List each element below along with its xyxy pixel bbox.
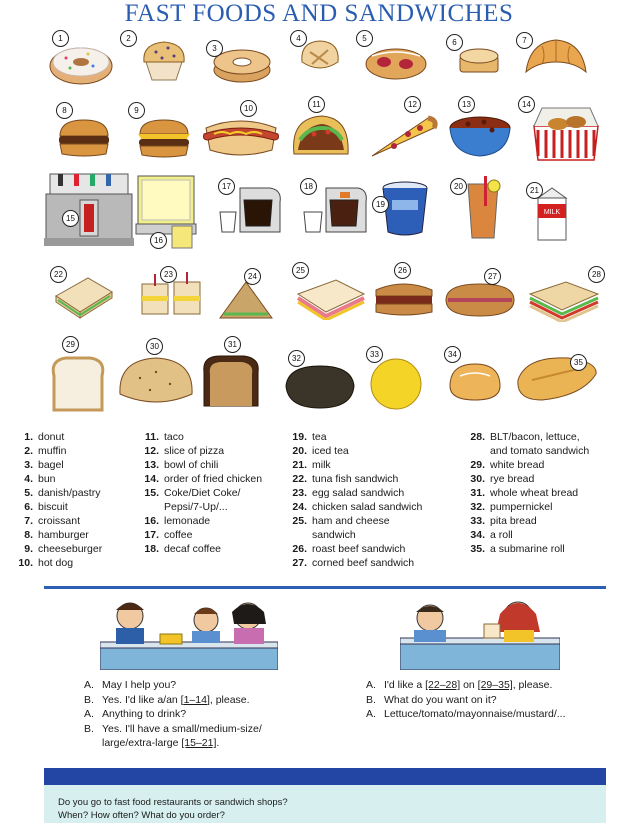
dialog-line <box>84 707 262 722</box>
item-word: egg salad sandwich <box>312 487 405 499</box>
picture-number-35: 35 <box>570 354 587 371</box>
item-number: 6. <box>24 501 33 513</box>
item-number: 35. <box>470 543 485 555</box>
vocab-item <box>282 472 422 486</box>
item-number: 22. <box>292 473 307 485</box>
vocab-item <box>282 500 422 514</box>
question-line-1: Do you go to fast food restaurants or sandwich shops? <box>58 797 288 808</box>
speaker-label: A. <box>84 708 94 720</box>
dialog-text <box>102 736 219 751</box>
picture-number-13: 13 <box>458 96 475 113</box>
picture-number-23: 23 <box>160 266 177 283</box>
item-word: a roll <box>490 529 513 541</box>
dialog-left <box>84 678 262 751</box>
vocab-item <box>460 528 589 542</box>
picture-number-3: 3 <box>206 40 223 57</box>
item-word: biscuit <box>38 501 68 513</box>
picture-number-4: 4 <box>290 30 307 47</box>
item-word: milk <box>312 459 331 471</box>
item-word: hamburger <box>38 529 89 541</box>
item-word: decaf coffee <box>164 543 222 555</box>
item-word: corned beef sandwich <box>312 557 415 569</box>
section-divider <box>44 586 606 589</box>
dialog-text: Lettuce/tomato/mayonnaise/mustard/... <box>384 708 566 720</box>
vocab-item <box>8 486 102 500</box>
picture-number-12: 12 <box>404 96 421 113</box>
item-number <box>460 444 485 458</box>
item-word: danish/pastry <box>38 487 101 499</box>
item-word: and tomato sandwich <box>490 445 590 457</box>
muffin-picture <box>138 38 190 82</box>
ham-and-cheese-sandwich-picture <box>294 276 368 320</box>
item-word: BLT/bacon, lettuce, <box>490 431 580 443</box>
vocab-item <box>282 514 422 528</box>
pita-bread-picture <box>368 356 424 412</box>
vocab-item <box>8 472 102 486</box>
dialog-line <box>84 693 262 708</box>
item-number: 12. <box>144 445 159 457</box>
dialog-text: Yes. I'll have a small/medium-size/ <box>102 722 262 735</box>
vocab-item <box>8 528 102 542</box>
item-word: whole wheat bread <box>490 487 579 499</box>
picture-number-33: 33 <box>366 346 383 363</box>
dialog-line <box>84 736 262 751</box>
item-word: roast beef sandwich <box>312 543 406 555</box>
item-word: bowl of chili <box>164 459 219 471</box>
item-number: 13. <box>144 459 159 471</box>
picture-number-29: 29 <box>62 336 79 353</box>
picture-number-15: 15 <box>62 210 79 227</box>
item-reference: [1–14] <box>180 693 210 706</box>
vocab-item <box>460 472 589 486</box>
hamburger-picture <box>56 118 112 160</box>
dialog-text: What do you want on it? <box>384 693 497 706</box>
vocab-item <box>282 528 422 542</box>
dialog-text <box>384 678 552 693</box>
speaker-label: B. <box>366 693 376 706</box>
iced-tea-picture <box>464 176 502 242</box>
dialog-text: large/extra-large <box>102 737 182 749</box>
vocab-item <box>8 430 102 444</box>
item-number: 33. <box>470 515 485 527</box>
item-number: 24. <box>292 501 307 513</box>
blt-sandwich-picture <box>526 278 602 322</box>
vocab-item <box>460 500 589 514</box>
vocab-item <box>134 444 262 458</box>
vocab-column-3 <box>282 430 422 570</box>
bowl-of-chili-picture <box>448 112 512 160</box>
vocab-item <box>134 486 262 500</box>
chicken-salad-sandwich-picture <box>216 278 276 322</box>
vocab-item <box>282 486 422 500</box>
vocab-item <box>134 500 262 514</box>
picture-number-10: 10 <box>240 100 257 117</box>
item-number: 21. <box>292 459 307 471</box>
biscuit-picture <box>456 42 502 76</box>
deli-scene-illustration <box>400 598 560 670</box>
dialog-right <box>366 678 566 722</box>
picture-number-22: 22 <box>50 266 67 283</box>
item-word: ham and cheese <box>312 515 390 527</box>
vocab-item <box>8 458 102 472</box>
question-line-2: When? How often? What do you order? <box>58 810 225 821</box>
cheeseburger-picture <box>136 118 192 160</box>
vocab-item <box>134 458 262 472</box>
item-number: 5. <box>24 487 33 499</box>
item-word: bagel <box>38 459 64 471</box>
vocab-item <box>282 430 422 444</box>
picture-number-30: 30 <box>146 338 163 355</box>
vocab-item <box>282 542 422 556</box>
item-number: 10. <box>18 557 33 569</box>
item-number: 9. <box>24 543 33 555</box>
taco-picture <box>288 110 354 160</box>
item-word: tea <box>312 431 327 443</box>
item-word: cheeseburger <box>38 543 103 555</box>
item-reference: [29–35] <box>477 679 513 691</box>
item-number: 16. <box>144 515 159 527</box>
item-word: hot dog <box>38 557 74 569</box>
item-word: order of fried chicken <box>164 473 263 485</box>
speaker-label <box>84 736 102 751</box>
picture-number-28: 28 <box>588 266 605 283</box>
vocab-item <box>134 472 262 486</box>
submarine-roll-picture <box>512 354 602 404</box>
speaker-label: B. <box>84 722 94 735</box>
vocab-item <box>460 430 589 444</box>
dialog-text: on <box>460 679 478 691</box>
item-number <box>134 500 159 514</box>
vocab-item <box>134 514 262 528</box>
picture-number-7: 7 <box>516 32 533 49</box>
dialog-line <box>366 693 566 708</box>
vocab-item <box>460 542 589 556</box>
picture-number-16: 16 <box>150 232 167 249</box>
item-word: chicken salad sandwich <box>312 501 423 513</box>
speaker-label: B. <box>84 693 94 706</box>
vocab-item <box>460 444 589 458</box>
item-word: Pepsi/7-Up/... <box>164 501 228 513</box>
picture-number-24: 24 <box>244 268 261 285</box>
item-number: 28. <box>470 431 485 443</box>
item-number: 23. <box>292 487 307 499</box>
item-word: taco <box>164 431 184 443</box>
item-word: sandwich <box>312 529 356 541</box>
item-number: 18. <box>144 543 159 555</box>
dialog-text: I'd like a <box>384 679 426 691</box>
dialog-line <box>84 678 262 693</box>
picture-number-6: 6 <box>446 34 463 51</box>
vocab-item <box>282 444 422 458</box>
item-word: tuna fish sandwich <box>312 473 399 485</box>
speaker-label: A. <box>366 708 376 720</box>
pizza-slice-picture <box>368 110 438 160</box>
dialog-text: May I help you? <box>102 679 177 691</box>
milk-carton-label: MILK <box>543 209 561 216</box>
item-word: white bread <box>490 459 545 471</box>
item-number: 4. <box>24 473 33 485</box>
item-number: 34. <box>470 529 485 541</box>
vocab-item <box>460 486 589 500</box>
vocab-item <box>8 556 102 570</box>
picture-number-5: 5 <box>356 30 373 47</box>
dialog-text: Yes. I'd like a/an <box>102 693 181 706</box>
item-number: 30. <box>470 473 485 485</box>
item-number: 26. <box>292 543 307 555</box>
item-number: 20. <box>292 445 307 457</box>
item-word: bun <box>38 473 56 485</box>
dialog-text: . <box>216 737 220 749</box>
vocab-item <box>8 514 102 528</box>
picture-number-27: 27 <box>484 268 501 285</box>
vocab-item <box>282 458 422 472</box>
rye-bread-picture <box>116 354 196 410</box>
item-number: 3. <box>24 459 33 471</box>
item-number: 19. <box>292 431 307 443</box>
picture-number-26: 26 <box>394 262 411 279</box>
dialog-line <box>366 678 566 693</box>
item-word: pita bread <box>490 515 537 527</box>
counter-scene-illustration <box>100 598 278 670</box>
speaker-label: A. <box>366 679 376 691</box>
item-word: pumpernickel <box>490 501 553 513</box>
picture-number-8: 8 <box>56 102 73 119</box>
item-number: 32. <box>470 501 485 513</box>
picture-number-21: 21 <box>526 182 543 199</box>
dialog-text <box>102 693 250 708</box>
picture-number-34: 34 <box>444 346 461 363</box>
item-number: 14. <box>144 473 159 485</box>
item-number: 31. <box>470 487 485 499</box>
vocab-item <box>134 542 262 556</box>
white-bread-picture <box>48 354 108 414</box>
item-number <box>282 528 307 542</box>
item-number: 1. <box>24 431 33 443</box>
lemonade-dispenser-picture <box>132 172 204 250</box>
picture-number-17: 17 <box>218 178 235 195</box>
item-word: iced tea <box>312 445 349 457</box>
item-number: 27. <box>292 557 307 569</box>
item-word: coffee <box>164 529 193 541</box>
fried-chicken-box-picture <box>528 104 604 162</box>
discussion-questions <box>44 785 606 823</box>
item-word: Coke/Diet Coke/ <box>164 487 241 499</box>
picture-number-25: 25 <box>292 262 309 279</box>
picture-number-19: 19 <box>372 196 389 213</box>
page-title: FAST FOODS AND SANDWICHES <box>124 0 514 27</box>
dialog-text: Anything to drink? <box>102 708 187 720</box>
item-number: 17. <box>144 529 159 541</box>
vocab-column-1 <box>8 430 102 570</box>
whole-wheat-bread-picture <box>200 352 262 410</box>
picture-number-1: 1 <box>52 30 69 47</box>
item-number: 11. <box>144 431 159 443</box>
vocab-item <box>282 556 422 570</box>
picture-number-14: 14 <box>518 96 535 113</box>
danish-pastry-picture <box>362 42 430 82</box>
donut-picture <box>48 40 114 86</box>
picture-number-2: 2 <box>120 30 137 47</box>
item-number: 15. <box>144 487 159 499</box>
roast-beef-sandwich-picture <box>372 276 436 320</box>
item-number: 2. <box>24 445 33 457</box>
dialog-text: , please. <box>209 693 250 706</box>
vocab-item <box>8 500 102 514</box>
vocab-item <box>8 444 102 458</box>
picture-number-20: 20 <box>450 178 467 195</box>
vocab-column-4 <box>460 430 589 556</box>
vocab-column-2 <box>134 430 262 556</box>
item-number: 8. <box>24 529 33 541</box>
dialog-line <box>84 722 262 737</box>
dialog-line <box>366 707 566 722</box>
item-number: 29. <box>470 459 485 471</box>
picture-number-18: 18 <box>300 178 317 195</box>
blue-banner <box>44 768 606 785</box>
item-word: rye bread <box>490 473 535 485</box>
vocab-item <box>8 542 102 556</box>
item-reference: [15–21] <box>181 737 217 749</box>
pumpernickel-picture <box>282 362 358 412</box>
item-number: 25. <box>292 515 307 527</box>
roll-picture <box>446 360 504 404</box>
picture-number-11: 11 <box>308 96 325 113</box>
picture-number-32: 32 <box>288 350 305 367</box>
hot-dog-picture <box>200 110 282 160</box>
item-word: donut <box>38 431 65 443</box>
item-number: 7. <box>24 515 33 527</box>
item-word: a submarine roll <box>490 543 565 555</box>
soda-fountain-picture <box>44 172 134 246</box>
vocab-item <box>134 528 262 542</box>
item-word: lemonade <box>164 515 211 527</box>
item-word: slice of pizza <box>164 445 225 457</box>
vocab-item <box>460 514 589 528</box>
picture-number-31: 31 <box>224 336 241 353</box>
item-word: muffin <box>38 445 67 457</box>
dialog-text: , please. <box>512 679 553 691</box>
speaker-label: A. <box>84 679 94 691</box>
vocab-item <box>134 430 262 444</box>
vocab-item <box>460 458 589 472</box>
item-reference: [22–28] <box>425 679 461 691</box>
item-word: croissant <box>38 515 81 527</box>
corned-beef-sandwich-picture <box>442 280 518 320</box>
picture-number-9: 9 <box>128 102 145 119</box>
